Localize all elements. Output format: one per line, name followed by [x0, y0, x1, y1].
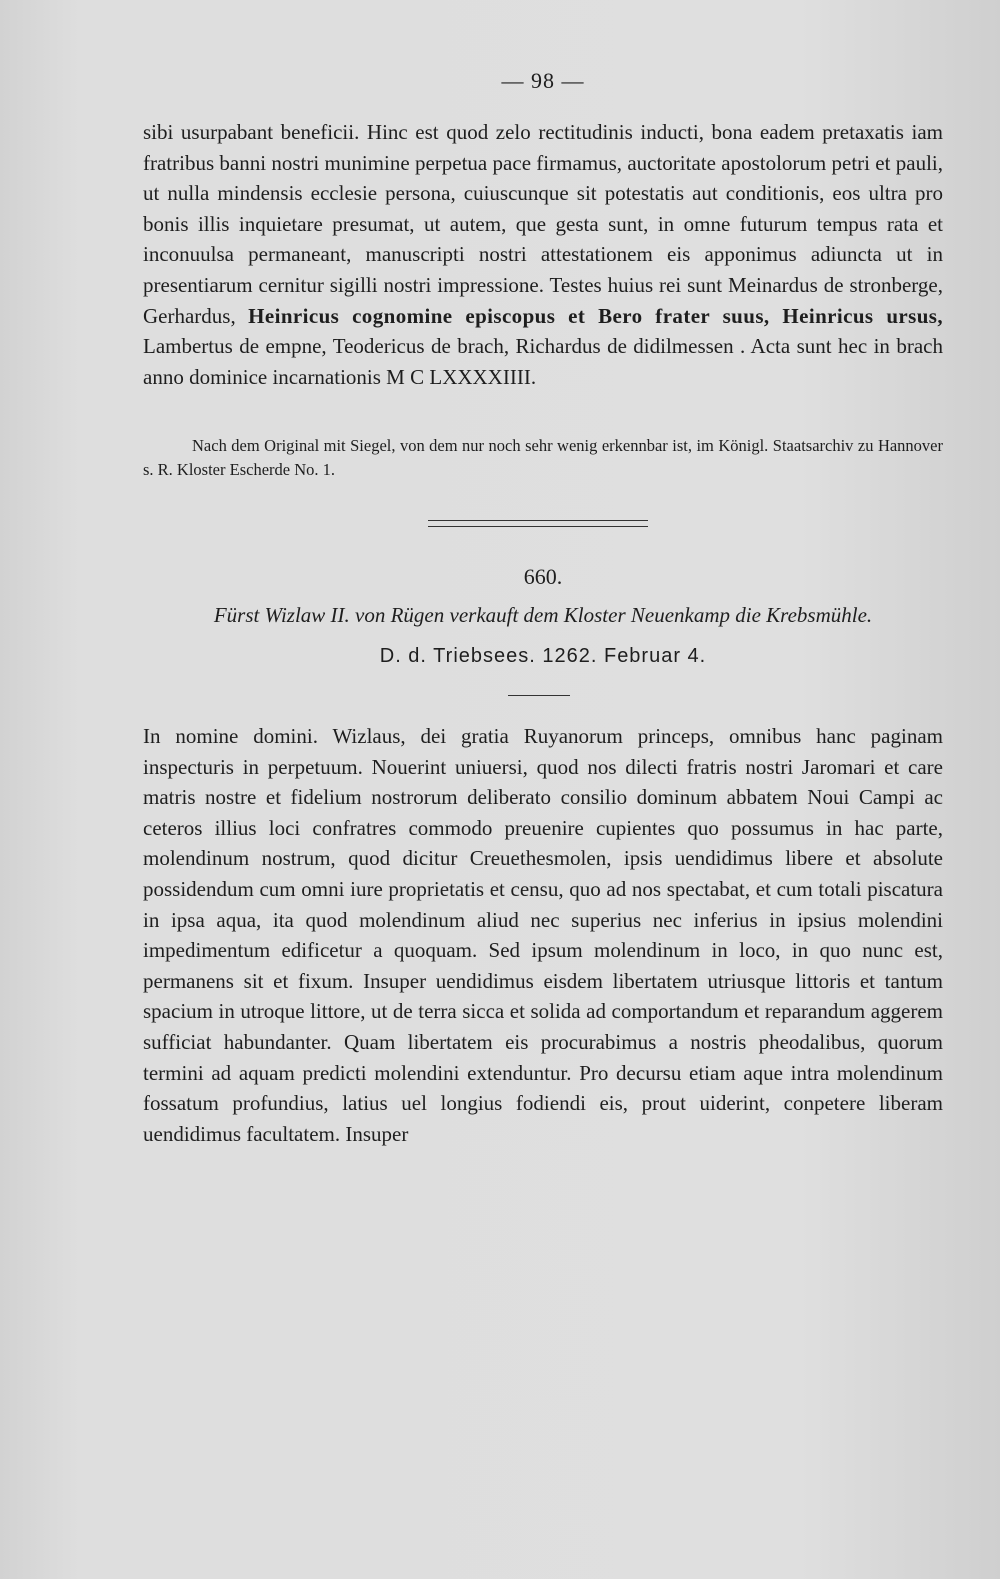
continuation-text-start: sibi usurpabant beneficii. Hinc est quod zelo rectitudinis inducti, bona eadem pretaxatis iam fratribus banni nostri munimine perpetua pace firmamus, auctoritate apostolorum petri et pauli, ut nulla mindensis ecclesie persona, cuiuscunque sit potestatis aut conditionis, eos ultra pro bonis illis inquietare presumat, ut autem, que gesta sunt, in omne futurum tempus rata et inconuulsa permaneant, manuscripti nostri attestationem eis apponimus adiuncta ut in presentiarum cernitur sigilli nostri impressione. Testes huius rei sunt Meinardus de stronberge, Gerhardus,	[143, 120, 943, 328]
bold-names: Heinricus cognomine episcopus et Bero frater suus, Heinricus ursus,	[248, 303, 944, 328]
document-text: In nomine domini. Wizlaus, dei gratia Ruyanorum princeps, omnibus hanc paginam inspecturis in perpetuum. Nouerint uniuersi, quod nos dilecti fratris nostri Jaromari et care matris nostre et fidelium nostrorum deliberato consilio dominum abbatem Noui Campi ac ceteros illius loci confratres commodo preuenire cupientes quo possumus in hac parte, molendinum nostrum, quod dicitur Creuethesmolen, ipsis uendidimus libere et absolute possidendum cum omni iure proprietatis et censu, quo ad nos spectabat, et cum totali piscatura in ipsa aqua, ita quod molendinum aliud nec superius nec inferius in ipsius molendini impedimentum edificetur a quoquam. Sed ipsum molendinum in loco, in quo nunc est, permanens sit et fixum. Insuper uendidimus eisdem libertatem utriusque littoris et tantum spacium in utroque littore, ut de terra sicca et solida ad comportandum et reparandum aggerem sufficiat habundanter. Quam libertatem eis procurabimus a nostris pheodalibus, quorum termini ad aquam predicti molendini extenduntur. Pro decursu etiam aque intra molendinum fossatum profundius, latius uel longius fodiendi eis, prout uiderint, conpetere liberam uendidimus facultatem. Insuper	[143, 724, 943, 1146]
source-note	[143, 434, 943, 481]
continuation-paragraph	[143, 117, 943, 392]
continuation-text-end: Lambertus de empne, Teodericus de brach, Richardus de didilmessen . Acta sunt hec in brach anno dominice incarnationis M C LXXXXIIII.	[143, 334, 943, 389]
source-note-text: Nach dem Original mit Siegel, von dem nur noch sehr wenig erkennbar ist, im Königl. Staatsarchiv zu Hannover s. R. Kloster Escherde No. 1.	[143, 436, 943, 479]
document-title: Fürst Wizlaw II. von Rügen verkauft dem Kloster Neuenkamp die Krebsmühle.	[213, 603, 873, 627]
short-divider	[508, 695, 570, 696]
document-date: D. d. Triebsees. 1262. Februar 4.	[379, 645, 707, 667]
section-divider	[428, 520, 648, 527]
page-number: — 98 —	[501, 68, 585, 93]
document-number: 660.	[523, 564, 563, 589]
